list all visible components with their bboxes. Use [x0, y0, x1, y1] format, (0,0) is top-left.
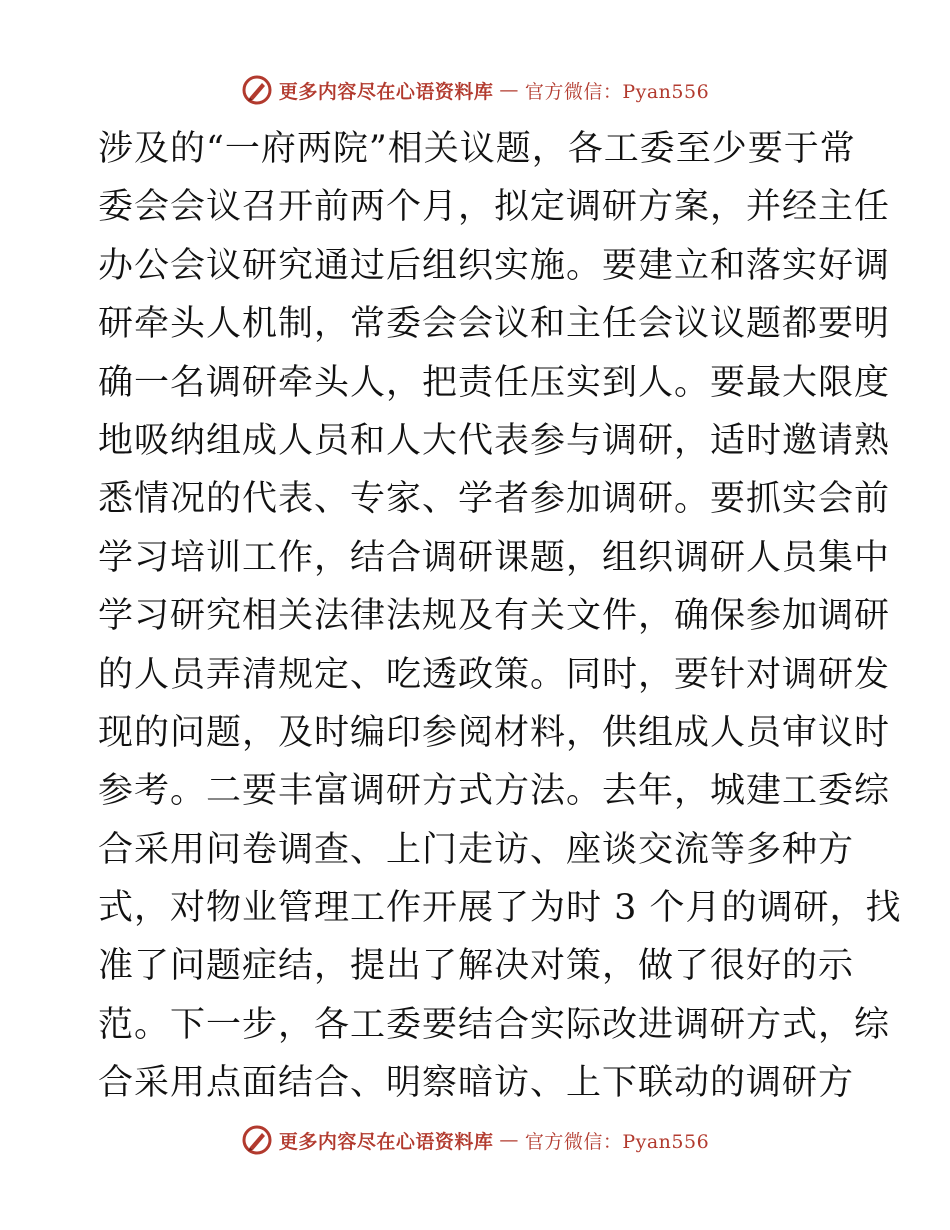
text-line: 地吸纳组成人员和人大代表参与调研，适时邀请熟 [98, 420, 891, 461]
text-line: 合采用问卷调查、上门走访、座谈交流等多种方 [98, 829, 855, 870]
text-line: 涉及的“一府两院”相关议题，各工委至少要于常 [98, 129, 856, 169]
text-line: 研牵头人机制，常委会会议和主任会议议题都要明 [98, 304, 891, 345]
footer-contact-text: 官方微信：Pyan556 [524, 1130, 710, 1153]
text-line: 的人员弄清规定、吃透政策。同时，要针对调研发 [98, 654, 891, 695]
pen-circle-logo-icon [241, 74, 273, 106]
header-brand-text: 更多内容尽在心语资料库 [278, 80, 494, 103]
header-separator: — [499, 79, 519, 101]
footer-separator: — [499, 1129, 519, 1151]
header-contact-text: 官方微信：Pyan556 [524, 80, 710, 103]
text-line: 合采用点面结合、明察暗访、上下联动的调研方 [98, 1063, 855, 1104]
text-line: 现的问题，及时编印参阅材料，供组成人员审议时 [98, 712, 891, 753]
body-paragraph [98, 120, 902, 1113]
footer-brand-text: 更多内容尽在心语资料库 [278, 1130, 494, 1153]
text-line: 学习研究相关法律法规及有关文件，确保参加调研 [98, 596, 891, 637]
text-line: 范。下一步，各工委要结合实际改进调研方式，综 [98, 1004, 891, 1045]
text-line: 准了问题症结，提出了解决对策，做了很好的示 [98, 946, 855, 987]
text-line: 委会会议召开前两个月，拟定调研方案，并经主任 [98, 187, 891, 228]
text-line: 式，对物业管理工作开展了为时 3 个月的调研，找 [98, 888, 902, 929]
pen-circle-logo-icon [241, 1124, 273, 1156]
text-line: 确一名调研牵头人，把责任压实到人。要最大限度 [98, 362, 891, 403]
header-banner [0, 72, 950, 108]
footer-banner [0, 1122, 950, 1158]
text-line: 学习培训工作，结合调研课题，组织调研人员集中 [98, 537, 891, 578]
text-line: 悉情况的代表、专家、学者参加调研。要抓实会前 [98, 479, 891, 520]
text-line: 参考。二要丰富调研方式方法。去年，城建工委综 [98, 771, 891, 812]
text-line: 办公会议研究通过后组织实施。要建立和落实好调 [98, 245, 891, 286]
